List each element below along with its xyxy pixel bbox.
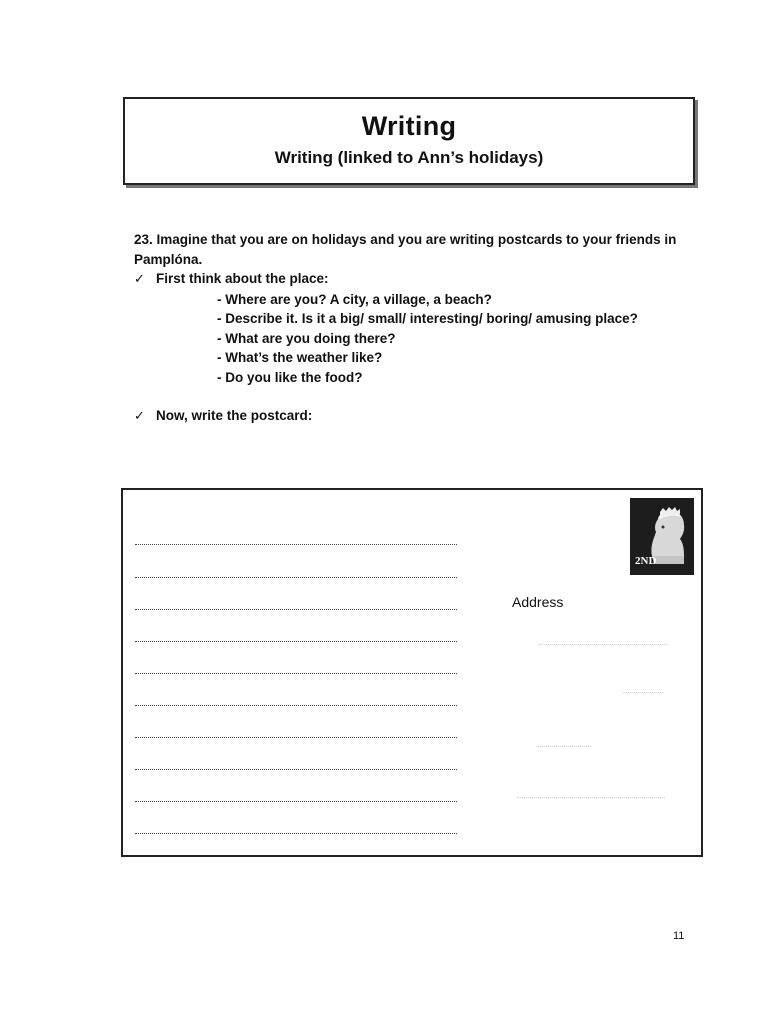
address-line[interactable] <box>517 797 665 798</box>
stamp-value: 2ND <box>635 555 657 567</box>
address-line[interactable] <box>537 746 591 747</box>
question-item: - What’s the weather like? <box>217 350 383 365</box>
address-line[interactable] <box>623 692 663 693</box>
checkmark-icon: ✓ <box>134 409 145 424</box>
title-box <box>123 97 695 185</box>
checkmark-icon: ✓ <box>134 272 145 287</box>
question-item: - Describe it. Is it a big/ small/ interesting/ boring/ amusing place? <box>217 311 638 326</box>
message-line[interactable] <box>135 705 457 706</box>
message-line[interactable] <box>135 833 457 834</box>
message-line[interactable] <box>135 801 457 802</box>
question-item: - Do you like the food? <box>217 369 363 385</box>
question-item: - What are you doing there? <box>217 330 396 346</box>
message-line[interactable] <box>135 673 457 674</box>
step-two-text: Now, write the postcard: <box>156 408 313 423</box>
queen-head-stamp-icon <box>630 498 694 575</box>
message-line[interactable] <box>135 609 457 610</box>
address-label: Address <box>512 594 564 610</box>
page-title: Writing <box>361 111 457 141</box>
message-line[interactable] <box>135 737 457 738</box>
message-line[interactable] <box>135 577 457 578</box>
step-one-text: First think about the place: <box>156 271 329 286</box>
step-two <box>134 406 694 427</box>
question-list <box>217 290 694 388</box>
message-line[interactable] <box>135 544 457 545</box>
question-item: - Where are you? A city, a village, a beach? <box>217 291 492 307</box>
message-line[interactable] <box>135 641 457 642</box>
postcard <box>121 488 703 857</box>
address-line[interactable] <box>539 644 667 645</box>
page-number: 11 <box>673 930 685 942</box>
exercise-prompt: 23. Imagine that you are on holidays and you are writing postcards to your friends in Pamplóna. <box>134 232 677 267</box>
exercise-instructions <box>134 230 694 427</box>
page-subtitle: Writing (linked to Ann’s holidays) <box>274 148 544 167</box>
step-one <box>134 269 694 290</box>
message-line[interactable] <box>135 769 457 770</box>
